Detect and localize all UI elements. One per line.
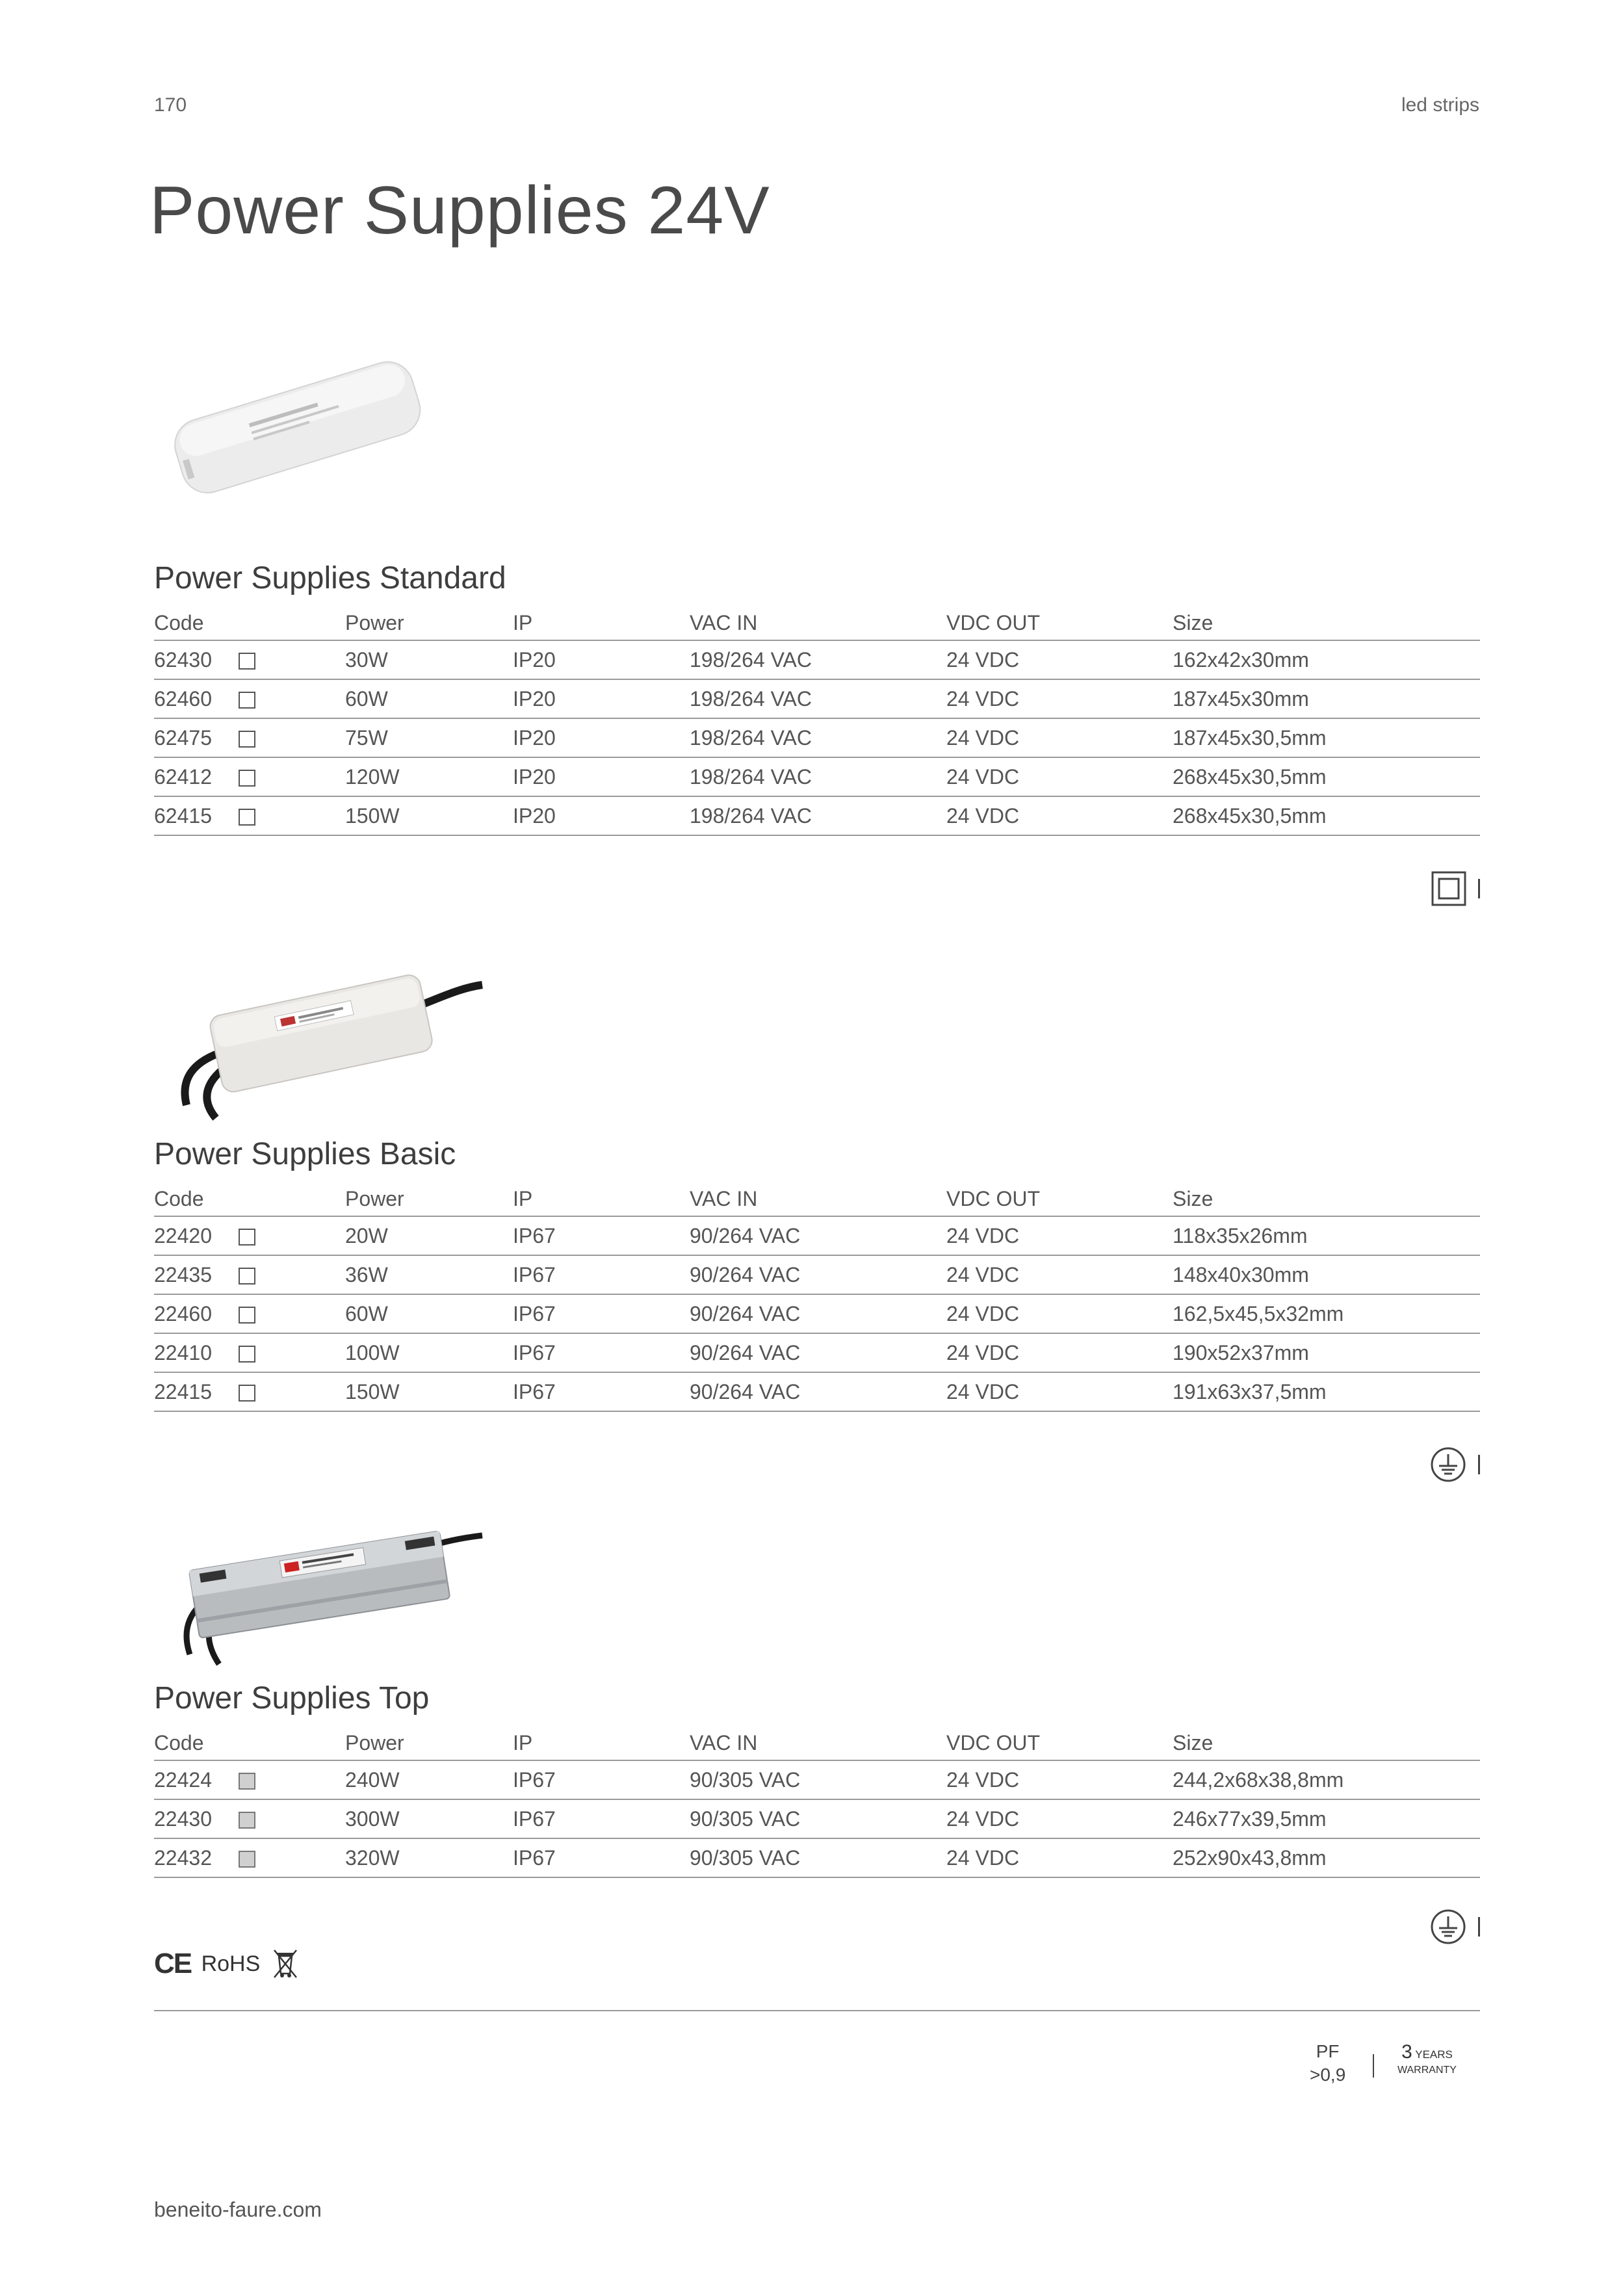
col-power: Power	[345, 606, 513, 640]
cell-size: 187x45x30,5mm	[1173, 718, 1480, 757]
row-checkbox[interactable]	[239, 1333, 345, 1372]
col-vac-in: VAC IN	[690, 1182, 946, 1216]
chapter-label: led strips	[1401, 94, 1479, 116]
col-vdc-out: VDC OUT	[946, 1182, 1173, 1216]
cell-code: 22424	[154, 1760, 239, 1799]
cell-power: 60W	[345, 1294, 513, 1333]
cell-ip: IP67	[513, 1333, 690, 1372]
cell-size: 252x90x43,8mm	[1173, 1838, 1480, 1877]
row-checkbox[interactable]	[239, 1294, 345, 1333]
table-header-row	[154, 606, 1480, 640]
col-power: Power	[345, 1182, 513, 1216]
row-checkbox[interactable]	[239, 1372, 345, 1411]
page-number: 170	[154, 94, 187, 116]
cell-vdc-out: 24 VDC	[946, 1760, 1173, 1799]
cell-code: 22430	[154, 1799, 239, 1838]
checkbox-icon[interactable]	[239, 1346, 255, 1363]
row-checkbox[interactable]	[239, 796, 345, 835]
separator-bar	[1478, 879, 1480, 898]
col-vdc-out: VDC OUT	[946, 1726, 1173, 1760]
cell-vdc-out: 24 VDC	[946, 796, 1173, 835]
weee-bin-icon	[272, 1948, 299, 1980]
cell-vac-in: 90/264 VAC	[690, 1255, 946, 1294]
warranty-label: WARRANTY	[1397, 2065, 1457, 2076]
cell-vdc-out: 24 VDC	[946, 640, 1173, 679]
cell-code: 62460	[154, 679, 239, 718]
earth-ground-icon	[1430, 1909, 1466, 1945]
section-title-standard: Power Supplies Standard	[154, 561, 506, 595]
table-row	[154, 679, 1480, 718]
col-ip: IP	[513, 1726, 690, 1760]
col-ip: IP	[513, 1182, 690, 1216]
row-checkbox[interactable]	[239, 718, 345, 757]
table-row	[154, 1372, 1480, 1411]
cell-code: 62415	[154, 796, 239, 835]
cell-vac-in: 198/264 VAC	[690, 679, 946, 718]
table-row	[154, 1760, 1480, 1799]
cell-size: 268x45x30,5mm	[1173, 796, 1480, 835]
spec-table-basic	[154, 1182, 1480, 1412]
cell-size: 244,2x68x38,8mm	[1173, 1760, 1480, 1799]
cell-vdc-out: 24 VDC	[946, 679, 1173, 718]
spec-table-top	[154, 1726, 1480, 1878]
cell-code: 62430	[154, 640, 239, 679]
cell-power: 75W	[345, 718, 513, 757]
warranty-number: 3	[1401, 2041, 1412, 2063]
cell-code: 22460	[154, 1294, 239, 1333]
cell-power: 240W	[345, 1760, 513, 1799]
col-size: Size	[1173, 606, 1480, 640]
earth-ground-icon	[1430, 1446, 1466, 1483]
cell-code: 62475	[154, 718, 239, 757]
cell-vdc-out: 24 VDC	[946, 1799, 1173, 1838]
row-checkbox[interactable]	[239, 640, 345, 679]
divider	[154, 2010, 1480, 2011]
rohs-label: RoHS	[201, 1951, 261, 1976]
cell-power: 150W	[345, 1372, 513, 1411]
col-vac-in: VAC IN	[690, 606, 946, 640]
col-size: Size	[1173, 1726, 1480, 1760]
col-checkbox	[239, 1726, 345, 1760]
cell-ip: IP20	[513, 640, 690, 679]
checkbox-icon[interactable]	[239, 1812, 255, 1829]
cell-power: 30W	[345, 640, 513, 679]
separator-bar	[1478, 1917, 1480, 1937]
cell-power: 320W	[345, 1838, 513, 1877]
separator-bar	[1478, 1455, 1480, 1474]
cell-power: 300W	[345, 1799, 513, 1838]
table-row	[154, 1294, 1480, 1333]
page-title: Power Supplies 24V	[149, 173, 770, 248]
ground-class-marker	[1430, 1446, 1480, 1483]
cell-size: 162x42x30mm	[1173, 640, 1480, 679]
col-ip: IP	[513, 606, 690, 640]
table-row	[154, 1255, 1480, 1294]
row-checkbox[interactable]	[239, 1760, 345, 1799]
table-row	[154, 1333, 1480, 1372]
cell-vac-in: 198/264 VAC	[690, 640, 946, 679]
cell-code: 22435	[154, 1255, 239, 1294]
row-checkbox[interactable]	[239, 757, 345, 796]
cell-ip: IP20	[513, 796, 690, 835]
cell-size: 190x52x37mm	[1173, 1333, 1480, 1372]
checkbox-icon[interactable]	[239, 1229, 255, 1246]
cell-vdc-out: 24 VDC	[946, 757, 1173, 796]
row-checkbox[interactable]	[239, 1838, 345, 1877]
table-row	[154, 718, 1480, 757]
cell-size: 191x63x37,5mm	[1173, 1372, 1480, 1411]
table-row	[154, 1216, 1480, 1255]
section-title-top: Power Supplies Top	[154, 1681, 430, 1715]
cell-vdc-out: 24 VDC	[946, 1333, 1173, 1372]
certifications	[154, 1948, 299, 1980]
cell-power: 36W	[345, 1255, 513, 1294]
cell-code: 22432	[154, 1838, 239, 1877]
cell-power: 20W	[345, 1216, 513, 1255]
section-title-basic: Power Supplies Basic	[154, 1137, 456, 1171]
insulation-class-marker	[1431, 871, 1480, 906]
cell-vac-in: 90/305 VAC	[690, 1838, 946, 1877]
cell-vdc-out: 24 VDC	[946, 1294, 1173, 1333]
cell-power: 150W	[345, 796, 513, 835]
checkbox-icon[interactable]	[239, 1268, 255, 1285]
cell-ip: IP67	[513, 1294, 690, 1333]
checkbox-icon[interactable]	[239, 1773, 255, 1790]
cell-vac-in: 90/264 VAC	[690, 1333, 946, 1372]
power-factor	[1310, 2040, 1345, 2087]
cell-vdc-out: 24 VDC	[946, 718, 1173, 757]
cell-code: 62412	[154, 757, 239, 796]
cell-power: 100W	[345, 1333, 513, 1372]
row-checkbox[interactable]	[239, 1799, 345, 1838]
cell-ip: IP20	[513, 757, 690, 796]
cell-vac-in: 90/264 VAC	[690, 1372, 946, 1411]
row-checkbox[interactable]	[239, 1216, 345, 1255]
cell-vdc-out: 24 VDC	[946, 1372, 1173, 1411]
col-checkbox	[239, 1182, 345, 1216]
product-image-basic	[154, 923, 486, 1131]
cell-vdc-out: 24 VDC	[946, 1838, 1173, 1877]
cell-vdc-out: 24 VDC	[946, 1216, 1173, 1255]
row-checkbox[interactable]	[239, 1255, 345, 1294]
col-power: Power	[345, 1726, 513, 1760]
table-row	[154, 796, 1480, 835]
spec-table-standard	[154, 606, 1480, 836]
cell-ip: IP67	[513, 1216, 690, 1255]
product-image-top	[154, 1476, 486, 1684]
cell-vac-in: 198/264 VAC	[690, 718, 946, 757]
table-row	[154, 1799, 1480, 1838]
cell-vac-in: 90/305 VAC	[690, 1760, 946, 1799]
checkbox-icon[interactable]	[239, 1385, 255, 1402]
website-footer[interactable]: beneito-faure.com	[154, 2198, 322, 2221]
ground-class-marker	[1430, 1909, 1480, 1945]
col-code: Code	[154, 1726, 239, 1760]
cell-ip: IP67	[513, 1760, 690, 1799]
cell-vac-in: 90/305 VAC	[690, 1799, 946, 1838]
ce-mark: CE	[154, 1948, 192, 1979]
col-vac-in: VAC IN	[690, 1726, 946, 1760]
cell-size: 246x77x39,5mm	[1173, 1799, 1480, 1838]
cell-ip: IP67	[513, 1372, 690, 1411]
checkbox-icon[interactable]	[239, 731, 255, 748]
col-checkbox	[239, 606, 345, 640]
checkbox-icon[interactable]	[239, 770, 255, 787]
table-row	[154, 1838, 1480, 1877]
warranty-years: YEARS	[1415, 2048, 1453, 2061]
cell-vac-in: 198/264 VAC	[690, 796, 946, 835]
cell-code: 22410	[154, 1333, 239, 1372]
table-header-row	[154, 1726, 1480, 1760]
cell-vac-in: 90/264 VAC	[690, 1294, 946, 1333]
col-size: Size	[1173, 1182, 1480, 1216]
table-row	[154, 757, 1480, 796]
cell-ip: IP67	[513, 1799, 690, 1838]
table-row	[154, 640, 1480, 679]
col-code: Code	[154, 606, 239, 640]
double-insulation-icon	[1431, 871, 1466, 906]
cell-size: 187x45x30mm	[1173, 679, 1480, 718]
checkbox-icon[interactable]	[239, 653, 255, 670]
cell-size: 162,5x45,5x32mm	[1173, 1294, 1480, 1333]
row-checkbox[interactable]	[239, 679, 345, 718]
table-header-row	[154, 1182, 1480, 1216]
cell-vac-in: 198/264 VAC	[690, 757, 946, 796]
cell-size: 148x40x30mm	[1173, 1255, 1480, 1294]
cell-ip: IP20	[513, 718, 690, 757]
checkbox-icon[interactable]	[239, 809, 255, 826]
warranty-badge	[1397, 2041, 1457, 2076]
cell-power: 120W	[345, 757, 513, 796]
spec-separator	[1373, 2054, 1374, 2078]
cell-code: 22420	[154, 1216, 239, 1255]
pf-label: PF	[1316, 2041, 1340, 2061]
cell-code: 22415	[154, 1372, 239, 1411]
cell-vdc-out: 24 VDC	[946, 1255, 1173, 1294]
checkbox-icon[interactable]	[239, 1851, 255, 1868]
cell-ip: IP20	[513, 679, 690, 718]
col-vdc-out: VDC OUT	[946, 606, 1173, 640]
checkbox-icon[interactable]	[239, 1307, 255, 1324]
pf-value: >0,9	[1310, 2065, 1346, 2085]
checkbox-icon[interactable]	[239, 692, 255, 709]
cell-size: 118x35x26mm	[1173, 1216, 1480, 1255]
cell-vac-in: 90/264 VAC	[690, 1216, 946, 1255]
cell-power: 60W	[345, 679, 513, 718]
cell-ip: IP67	[513, 1838, 690, 1877]
cell-ip: IP67	[513, 1255, 690, 1294]
product-image-standard	[154, 328, 440, 523]
col-code: Code	[154, 1182, 239, 1216]
cell-size: 268x45x30,5mm	[1173, 757, 1480, 796]
